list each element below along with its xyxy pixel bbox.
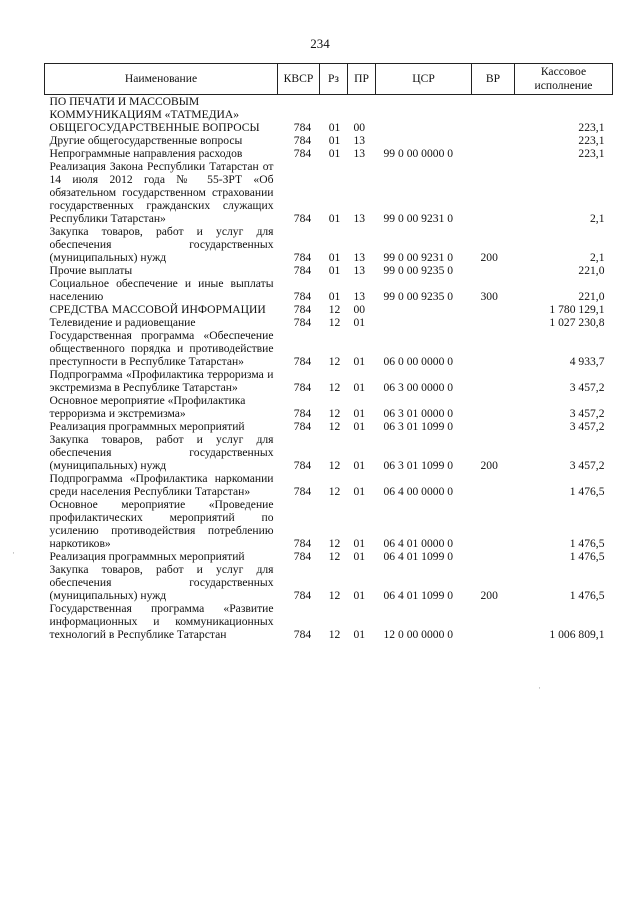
- table-row: [45, 329, 613, 368]
- cell-vr: [472, 160, 515, 225]
- cell-kvsr: 784: [293, 316, 312, 329]
- cell-csr: 12 0 00 0000 0: [383, 628, 454, 641]
- header-kvsr: КВСР: [278, 64, 320, 95]
- table-row: [45, 95, 613, 122]
- cell-pr: 01: [353, 407, 366, 420]
- cell-pr: 13: [353, 147, 366, 160]
- cell-rz: 12: [328, 537, 341, 550]
- cell-csr: 99 0 00 9231 0: [383, 212, 454, 225]
- cell-vr: [472, 394, 515, 420]
- cell-kvsr: 784: [293, 121, 312, 134]
- cell-name: Основное мероприятие «Проведение профилактических мероприятий по усилению противодействия потреблению наркотиков»: [49, 498, 274, 550]
- cell-kvsr: 784: [293, 407, 312, 420]
- cell-pr: 01: [353, 316, 366, 329]
- cell-kvsr: 784: [293, 134, 312, 147]
- header-pr: ПР: [348, 64, 376, 95]
- cell-csr: [376, 121, 472, 134]
- header-rz: Рз: [320, 64, 348, 95]
- cell-csr: 06 3 00 0000 0: [383, 381, 454, 394]
- cell-name: Закупка товаров, работ и услуг для обеспечения государственных (муниципальных) нужд: [49, 433, 274, 472]
- cell-name: Телевидение и радиовещание: [49, 316, 196, 329]
- cell-rz: 01: [328, 212, 341, 225]
- cell-name: Реализация Закона Республики Татарстан от 14 июля 2012 года № 55-ЗРТ «Об обязательном государственном страховании государственных гражданских служащих Республики Татарстан»: [49, 160, 274, 225]
- cell-pr: [348, 95, 376, 122]
- cell-rz: 12: [328, 355, 341, 368]
- cell-sum: [515, 95, 613, 122]
- table-body: [45, 95, 613, 642]
- cell-pr: 01: [353, 550, 366, 563]
- budget-table: [44, 63, 613, 641]
- cell-rz: 12: [328, 459, 341, 472]
- cell-sum: 1 476,5: [569, 485, 605, 498]
- cell-sum: 2,1: [590, 212, 605, 225]
- page-number: 234: [310, 36, 330, 51]
- cell-rz: 01: [328, 147, 341, 160]
- cell-name: Реализация программных мероприятий: [49, 420, 245, 433]
- table-row: [45, 498, 613, 550]
- cell-vr: [472, 121, 515, 134]
- cell-kvsr: 784: [293, 628, 312, 641]
- cell-vr: [472, 303, 515, 316]
- cell-csr: 06 4 01 0000 0: [383, 537, 454, 550]
- cell-name: Реализация программных мероприятий: [49, 550, 245, 563]
- cell-kvsr: 784: [293, 355, 312, 368]
- cell-kvsr: [278, 95, 320, 122]
- table-row: [45, 316, 613, 329]
- cell-kvsr: 784: [293, 459, 312, 472]
- cell-name: Подпрограмма «Профилактика наркомании среди населения Республики Татарстан»: [49, 472, 274, 498]
- cell-pr: 01: [353, 381, 366, 394]
- cell-pr: 13: [353, 212, 366, 225]
- cell-csr: 06 4 00 0000 0: [383, 485, 454, 498]
- cell-pr: 13: [353, 251, 366, 264]
- cell-rz: 01: [328, 121, 341, 134]
- cell-vr: [472, 368, 515, 394]
- cell-vr: [472, 134, 515, 147]
- cell-sum: 1 780 129,1: [549, 303, 605, 316]
- table-row: [45, 277, 613, 303]
- cell-sum: 3 457,2: [569, 407, 605, 420]
- cell-sum: 3 457,2: [569, 381, 605, 394]
- cell-name: Социальное обеспечение и иные выплаты населению: [49, 277, 274, 303]
- cell-csr: 99 0 00 9231 0: [383, 251, 454, 264]
- cell-kvsr: 784: [293, 212, 312, 225]
- table-row: [45, 225, 613, 264]
- cell-kvsr: 784: [293, 303, 312, 316]
- cell-kvsr: 784: [293, 381, 312, 394]
- cell-kvsr: 784: [293, 420, 312, 433]
- cell-vr: [472, 602, 515, 641]
- table-row: [45, 147, 613, 160]
- cell-vr: [472, 420, 515, 433]
- cell-pr: 00: [353, 303, 366, 316]
- cell-name: ПО ПЕЧАТИ И МАССОВЫМ КОММУНИКАЦИЯМ «ТАТМЕДИА»: [49, 95, 240, 121]
- cell-vr: 200: [480, 589, 498, 602]
- cell-csr: [376, 134, 472, 147]
- cell-pr: 01: [353, 537, 366, 550]
- cell-rz: 12: [328, 589, 341, 602]
- header-csr: ЦСР: [376, 64, 472, 95]
- cell-rz: 12: [328, 407, 341, 420]
- cell-name: Закупка товаров, работ и услуг для обеспечения государственных (муниципальных) нужд: [49, 225, 274, 264]
- table-header: [45, 64, 613, 95]
- cell-sum: 221,0: [578, 290, 605, 303]
- cell-vr: [472, 147, 515, 160]
- header-sum: Кассовое исполнение: [515, 64, 613, 95]
- cell-pr: 01: [353, 420, 366, 433]
- cell-pr: 01: [353, 485, 366, 498]
- cell-name: СРЕДСТВА МАССОВОЙ ИНФОРМАЦИИ: [49, 303, 266, 316]
- cell-sum: 1 476,5: [569, 537, 605, 550]
- cell-vr: [472, 550, 515, 563]
- cell-sum: 223,1: [578, 121, 605, 134]
- cell-kvsr: 784: [293, 264, 312, 277]
- cell-vr: 300: [480, 290, 498, 303]
- cell-rz: [320, 95, 348, 122]
- cell-vr: [472, 498, 515, 550]
- cell-pr: 00: [353, 121, 366, 134]
- cell-csr: 06 3 01 0000 0: [383, 407, 454, 420]
- cell-csr: [376, 95, 472, 122]
- cell-vr: [472, 95, 515, 122]
- cell-csr: 06 3 01 1099 0: [383, 420, 454, 433]
- cell-rz: 01: [328, 134, 341, 147]
- cell-rz: 12: [328, 485, 341, 498]
- cell-sum: 221,0: [578, 264, 605, 277]
- cell-sum: 3 457,2: [569, 459, 605, 472]
- cell-rz: 12: [328, 303, 341, 316]
- cell-vr: [472, 472, 515, 498]
- cell-rz: 12: [328, 628, 341, 641]
- cell-csr: 99 0 00 9235 0: [383, 290, 454, 303]
- cell-name: Другие общегосударственные вопросы: [49, 134, 243, 147]
- cell-sum: 1 476,5: [569, 550, 605, 563]
- cell-name: Государственная программа «Обеспечение общественного порядка и противодействие преступности в Республике Татарстан»: [49, 329, 274, 368]
- table-row: [45, 160, 613, 225]
- cell-sum: 1 476,5: [569, 589, 605, 602]
- cell-csr: 99 0 00 9235 0: [383, 264, 454, 277]
- cell-csr: [376, 303, 472, 316]
- cell-csr: 06 4 01 1099 0: [383, 589, 454, 602]
- cell-csr: 99 0 00 0000 0: [383, 147, 454, 160]
- cell-rz: 01: [328, 251, 341, 264]
- table-row: [45, 472, 613, 498]
- cell-csr: [376, 316, 472, 329]
- cell-sum: 4 933,7: [569, 355, 605, 368]
- cell-pr: 13: [353, 134, 366, 147]
- table-row: [45, 602, 613, 641]
- cell-rz: 12: [328, 420, 341, 433]
- cell-sum: 2,1: [590, 251, 605, 264]
- cell-kvsr: 784: [293, 485, 312, 498]
- cell-name: Основное мероприятие «Профилактика терроризма и экстремизма»: [49, 394, 246, 420]
- cell-kvsr: 784: [293, 147, 312, 160]
- cell-sum: 223,1: [578, 147, 605, 160]
- table-row: [45, 303, 613, 316]
- header-vr: ВР: [472, 64, 515, 95]
- cell-rz: 12: [328, 550, 341, 563]
- cell-name: Непрограммные направления расходов: [49, 147, 243, 160]
- table-row: [45, 134, 613, 147]
- table-row: [45, 264, 613, 277]
- cell-kvsr: 784: [293, 589, 312, 602]
- cell-pr: 13: [353, 290, 366, 303]
- cell-pr: 01: [353, 628, 366, 641]
- cell-vr: 200: [480, 251, 498, 264]
- cell-name: Закупка товаров, работ и услуг для обеспечения государственных (муниципальных) нужд: [49, 563, 274, 602]
- cell-rz: 01: [328, 290, 341, 303]
- cell-csr: 06 0 00 0000 0: [383, 355, 454, 368]
- table-row: [45, 368, 613, 394]
- cell-csr: 06 3 01 1099 0: [383, 459, 454, 472]
- cell-kvsr: 784: [293, 537, 312, 550]
- cell-name: Прочие выплаты: [49, 264, 133, 277]
- cell-csr: 06 4 01 1099 0: [383, 550, 454, 563]
- table-row: [45, 394, 613, 420]
- cell-vr: [472, 329, 515, 368]
- cell-vr: 200: [480, 459, 498, 472]
- cell-sum: 1 006 809,1: [549, 628, 605, 641]
- table-row: [45, 121, 613, 134]
- table-row: [45, 420, 613, 433]
- cell-rz: 01: [328, 264, 341, 277]
- cell-rz: 12: [328, 316, 341, 329]
- cell-kvsr: 784: [293, 251, 312, 264]
- cell-sum: 3 457,2: [569, 420, 605, 433]
- cell-pr: 01: [353, 589, 366, 602]
- scan-mark: ·: [12, 548, 15, 558]
- scan-mark: ·: [538, 683, 541, 693]
- cell-vr: [472, 316, 515, 329]
- table-row: [45, 563, 613, 602]
- cell-kvsr: 784: [293, 290, 312, 303]
- header-name: Наименование: [45, 64, 278, 95]
- cell-name: Государственная программа «Развитие информационных и коммуникационных технологий в Республике Татарстан: [49, 602, 274, 641]
- table-row: [45, 550, 613, 563]
- cell-name: Подпрограмма «Профилактика терроризма и экстремизма в Республике Татарстан»: [49, 368, 274, 394]
- cell-name: ОБЩЕГОСУДАРСТВЕННЫЕ ВОПРОСЫ: [49, 121, 260, 134]
- cell-sum: 1 027 230,8: [549, 316, 605, 329]
- cell-vr: [472, 264, 515, 277]
- cell-kvsr: 784: [293, 550, 312, 563]
- cell-sum: 223,1: [578, 134, 605, 147]
- table-row: [45, 433, 613, 472]
- cell-pr: 01: [353, 355, 366, 368]
- cell-rz: 12: [328, 381, 341, 394]
- cell-pr: 13: [353, 264, 366, 277]
- cell-pr: 01: [353, 459, 366, 472]
